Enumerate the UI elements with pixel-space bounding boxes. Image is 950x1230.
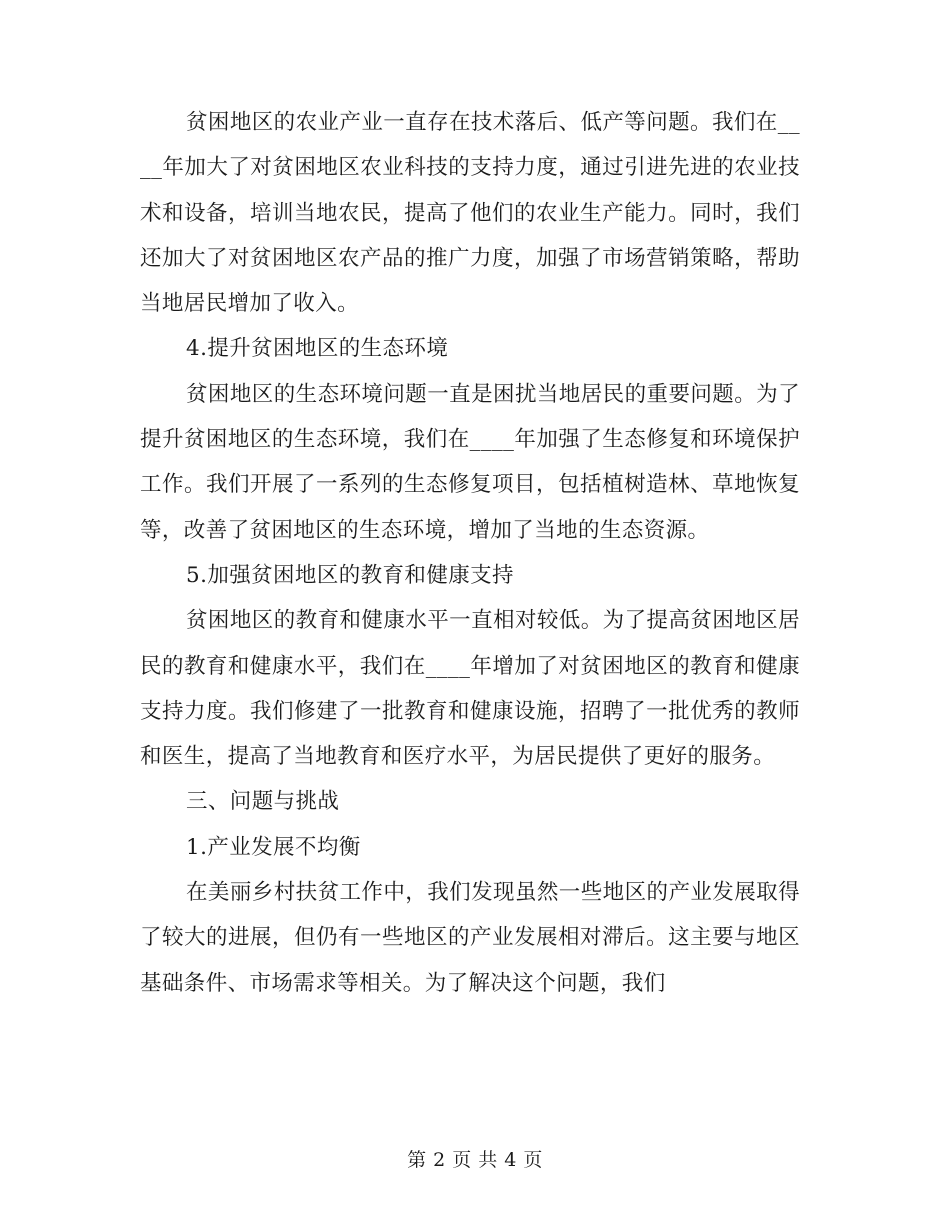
section-heading-education-health: 5.加强贫困地区的教育和健康支持 (186, 562, 514, 588)
paragraph-agriculture-tech: 贫困地区的农业产业一直存在技术落后、低产等问题。我们在____年加大了对贫困地区农业科技的支持力度，通过引进先进的农业技术和设备，培训当地农民，提高了他们的农业生产能力。同时，我们还加大了对贫困地区农产品的推广力度，加强了市场营销策略，帮助当地居民增加了收入。 (140, 110, 800, 317)
paragraph-education-health: 贫困地区的教育和健康水平一直相对较低。为了提高贫困地区居民的教育和健康水平，我们在____年增加了对贫困地区的教育和健康支持力度。我们修建了一批教育和健康设施，招聘了一批优秀的教师和医生，提高了当地教育和医疗水平，为居民提供了更好的服务。 (140, 608, 800, 770)
document-body (140, 100, 800, 1006)
paragraph-unbalanced-industry: 在美丽乡村扶贫工作中，我们发现虽然一些地区的产业发展取得了较大的进展，但仍有一些地区的产业发展相对滞后。这主要与地区基础条件、市场需求等相关。为了解决这个问题，我们 (140, 880, 800, 996)
section-heading-ecology: 4.提升贫困地区的生态环境 (186, 336, 449, 362)
page-number-footer: 第 2 页 共 4 页 (407, 1149, 543, 1171)
section-heading-unbalanced-industry: 1.产业发展不均衡 (186, 834, 361, 860)
paragraph-ecology: 贫困地区的生态环境问题一直是困扰当地居民的重要问题。为了提升贫困地区的生态环境，我们在____年加强了生态修复和环境保护工作。我们开展了一系列的生态修复项目，包括植树造林、草地恢复等，改善了贫困地区的生态环境，增加了当地的生态资源。 (140, 381, 800, 543)
chapter-heading-problems: 三、问题与挑战 (186, 789, 340, 815)
